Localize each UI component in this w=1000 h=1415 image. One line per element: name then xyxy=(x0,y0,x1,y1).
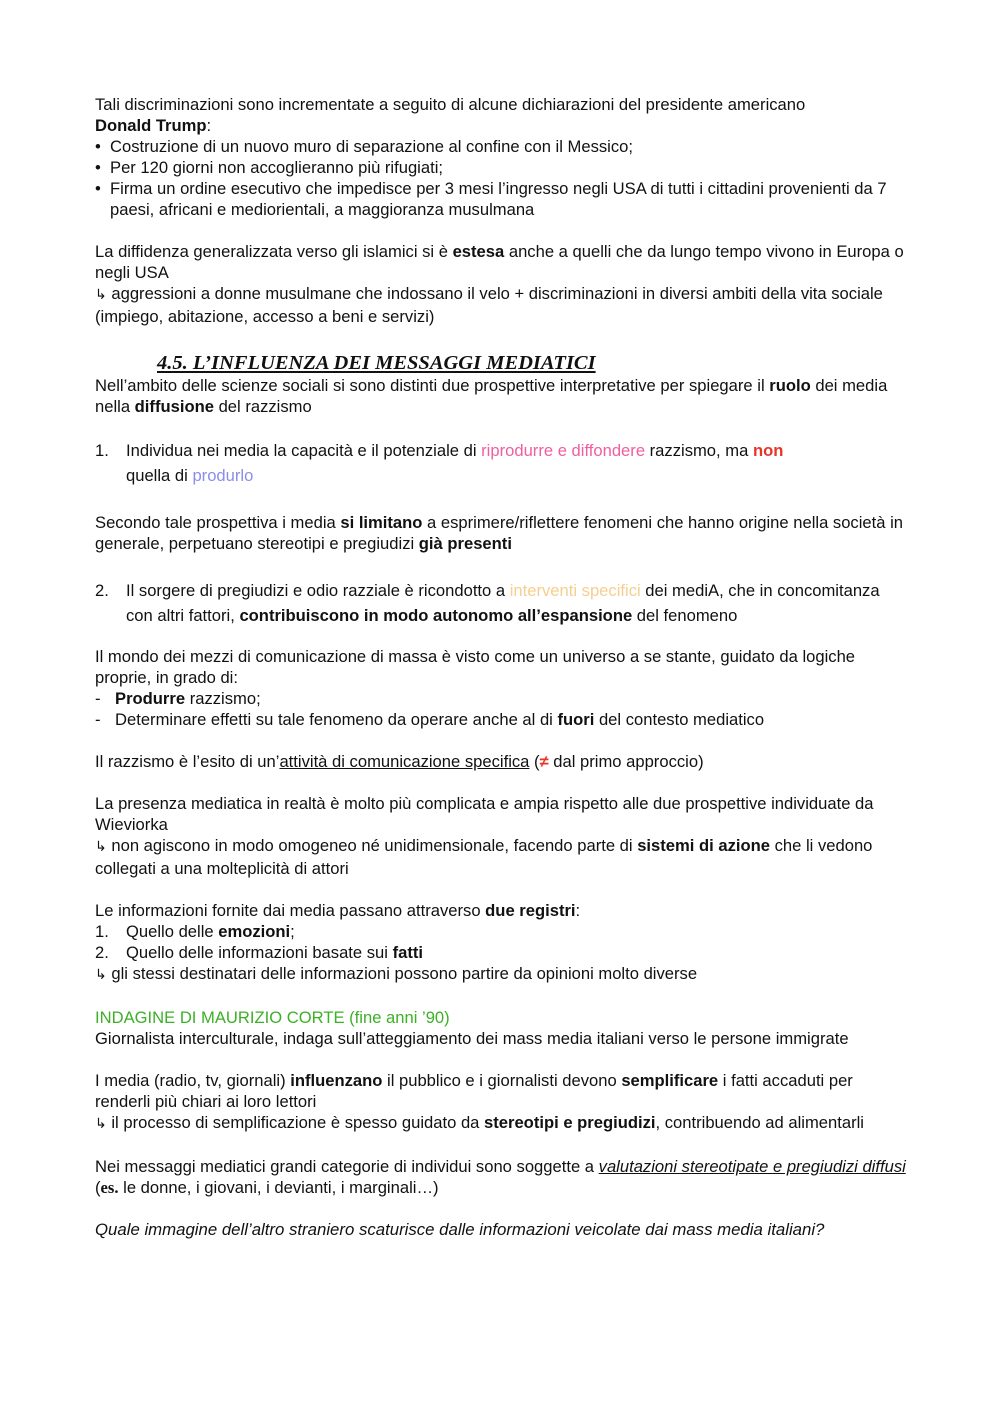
text-span: le donne, i giovani, i devianti, i marginali…) xyxy=(118,1178,439,1197)
text-span: Nei messaggi mediatici grandi categorie di individui sono soggette a xyxy=(95,1157,599,1176)
numbered-item-2 xyxy=(95,578,910,628)
arrow-icon: ↳ xyxy=(95,1116,107,1132)
text-span: Quello delle informazioni basate sui xyxy=(126,943,393,962)
text-span: Determinare effetti su tale fenomeno da operare anche al di xyxy=(115,710,558,729)
bold-span: si limitano xyxy=(340,513,423,532)
text-span: razzismo, ma xyxy=(645,441,753,460)
item-number: 2. xyxy=(95,581,109,600)
dash-text xyxy=(115,688,261,709)
text-span: il pubblico e i giornalisti devono xyxy=(382,1071,622,1090)
bullet-icon: • xyxy=(95,137,101,156)
racism-outcome-paragraph xyxy=(95,751,910,772)
example-abbrev: es. xyxy=(100,1178,119,1197)
text-span: che li vedono collegati a una molteplicità di attori xyxy=(95,836,873,878)
register-item xyxy=(95,942,910,963)
text-span: dei media nella xyxy=(95,376,888,416)
bullet-text: Per 120 giorni non accoglieranno più rifugiati; xyxy=(110,158,444,177)
distrust-paragraph xyxy=(95,241,910,327)
numbered-item-1 xyxy=(95,438,910,488)
text-span: Il razzismo è l’esito di un’ xyxy=(95,752,280,771)
journalist-paragraph: Giornalista interculturale, indaga sull’atteggiamento dei mass media italiani verso le persone immigrate xyxy=(95,1029,849,1048)
registers-arrow-line xyxy=(95,963,910,986)
text-span: Le informazioni fornite dai media passano attraverso xyxy=(95,901,486,920)
text-span: I media (radio, tv, giornali) xyxy=(95,1071,291,1090)
text-span: del razzismo xyxy=(213,397,312,416)
dash-text xyxy=(115,709,764,730)
text-span: ( xyxy=(95,1178,101,1197)
bold-span: ruolo xyxy=(769,376,811,395)
text-span: a esprimere/riflettere fenomeni che hanno origine nella società in generale, perpetuano stereotipi e pregiudizi xyxy=(95,513,904,553)
text-span: dei mediA, che in concomitanza con altri fattori, xyxy=(126,581,880,625)
bold-span: Produrre xyxy=(115,689,186,708)
investigation-title: INDAGINE DI MAURIZIO CORTE (fine anni ’90) xyxy=(95,1008,450,1027)
bullet-item xyxy=(95,136,910,157)
bold-span: diffusione xyxy=(134,397,214,416)
item-number: 1. xyxy=(95,922,109,941)
dash-icon: - xyxy=(95,710,101,729)
red-highlight: non xyxy=(752,441,784,460)
underlined-span: attività di comunicazione specifica xyxy=(279,752,530,771)
bold-span: influenzano xyxy=(290,1071,383,1090)
pink-highlight: riprodurre e diffondere xyxy=(481,441,646,460)
arrow-icon: ↳ xyxy=(95,967,107,983)
donald-trump-bold: Donald Trump xyxy=(95,116,207,135)
stereotypes-paragraph xyxy=(95,1156,910,1198)
bold-span: fatti xyxy=(392,943,423,962)
arrow-text: gli stessi destinatari delle informazioni possono partire da opinioni molto diverse xyxy=(111,964,698,983)
dash-item xyxy=(95,688,910,709)
text-span: : xyxy=(575,901,581,920)
item-text xyxy=(126,921,295,942)
section-heading: 4.5. L’INFLUENZA DEI MESSAGGI MEDIATICI xyxy=(157,352,596,374)
intro-colon: : xyxy=(206,116,212,135)
peach-highlight: interventi specifici xyxy=(509,581,641,600)
item-text xyxy=(126,438,783,488)
item-number: 1. xyxy=(95,441,109,460)
intro-text: Tali discriminazioni sono incrementate a seguito di alcune dichiarazioni del presidente americano xyxy=(95,95,806,114)
text-span: non agiscono in modo omogeneo né unidimensionale, facendo parte di xyxy=(111,836,638,855)
text-span: del contesto mediatico xyxy=(594,710,765,729)
bold-span: contribuiscono in modo autonomo all’espansione xyxy=(239,606,633,625)
not-equal-icon: ≠ xyxy=(539,752,549,771)
text-span: quella di xyxy=(126,466,193,485)
arrow-icon: ↳ xyxy=(95,287,107,303)
text-span: La diffidenza generalizzata verso gli islamici si è xyxy=(95,242,453,261)
register-item xyxy=(95,921,910,942)
registers-paragraph xyxy=(95,900,910,921)
text-span: ; xyxy=(290,922,295,941)
media-influence-paragraph xyxy=(95,1070,910,1135)
dash-item xyxy=(95,709,910,730)
document-page xyxy=(95,94,910,1240)
text-span: Il sorgere di pregiudizi e odio razziale è ricondotto a xyxy=(126,581,510,600)
bullet-icon: • xyxy=(95,179,101,198)
text-span: razzismo; xyxy=(185,689,261,708)
bullet-item xyxy=(95,157,910,178)
arrow-icon: ↳ xyxy=(95,839,107,855)
bold-span: emozioni xyxy=(218,922,291,941)
text-span: del fenomeno xyxy=(632,606,738,625)
text-span: ( xyxy=(529,752,540,771)
text-span: Quello delle xyxy=(126,922,219,941)
bold-span: stereotipi e pregiudizi xyxy=(484,1113,656,1132)
bold-span: fuori xyxy=(557,710,595,729)
arrow-text: aggressioni a donne musulmane che indossano il velo + discriminazioni in diversi ambiti della vita sociale (impiego, abitazione, accesso a beni e servizi) xyxy=(95,284,883,326)
bullet-text: Costruzione di un nuovo muro di separazione al confine con il Messico; xyxy=(110,137,633,156)
text-span: La presenza mediatica in realtà è molto più complicata e ampia rispetto alle due prospettive individuate da Wieviorka xyxy=(95,794,874,834)
intro-paragraph xyxy=(95,94,910,136)
bullet-text: Firma un ordine esecutivo che impedisce per 3 mesi l’ingresso negli USA di tutti i cittadini provenienti da 7 paesi, africani e mediorientali, a maggioranza musulmana xyxy=(110,179,887,219)
media-presence-paragraph xyxy=(95,793,910,879)
bold-span: due registri xyxy=(485,901,576,920)
text-span: anche a quelli che da lungo tempo vivono in Europa o negli USA xyxy=(95,242,904,282)
bold-span: estesa xyxy=(452,242,505,261)
item-text xyxy=(126,942,423,963)
bullet-item xyxy=(95,178,910,220)
text-span: Individua nei media la capacità e il potenziale di xyxy=(126,441,482,460)
text-span: dal primo approccio) xyxy=(548,752,704,771)
closing-question: Quale immagine dell’altro straniero scaturisce dalle informazioni veicolate dai mass media italiani? xyxy=(95,1220,825,1239)
item-text xyxy=(126,578,910,628)
text-span: i fatti accaduti per renderli più chiari ai loro lettori xyxy=(95,1071,853,1111)
underlined-italic-span: valutazioni stereotipate e pregiudizi diffusi xyxy=(598,1157,906,1176)
text-span: , contribuendo ad alimentarli xyxy=(655,1113,864,1132)
first-perspective-paragraph xyxy=(95,512,910,554)
dash-icon: - xyxy=(95,689,101,708)
text-span: il processo di semplificazione è spesso guidato da xyxy=(111,1113,485,1132)
perspectives-paragraph xyxy=(95,375,910,417)
bullet-icon: • xyxy=(95,158,101,177)
lavender-highlight: produrlo xyxy=(192,466,254,485)
bold-span: semplificare xyxy=(621,1071,719,1090)
text-span: Nell’ambito delle scienze sociali si sono distinti due prospettive interpretative per spiegare il xyxy=(95,376,770,395)
bold-span: sistemi di azione xyxy=(637,836,770,855)
item-number: 2. xyxy=(95,943,109,962)
text-span: Secondo tale prospettiva i media xyxy=(95,513,341,532)
mass-media-paragraph: Il mondo dei mezzi di comunicazione di massa è visto come un universo a se stante, guidato da logiche proprie, in grado di: xyxy=(95,647,856,687)
bold-span: già presenti xyxy=(418,534,512,553)
